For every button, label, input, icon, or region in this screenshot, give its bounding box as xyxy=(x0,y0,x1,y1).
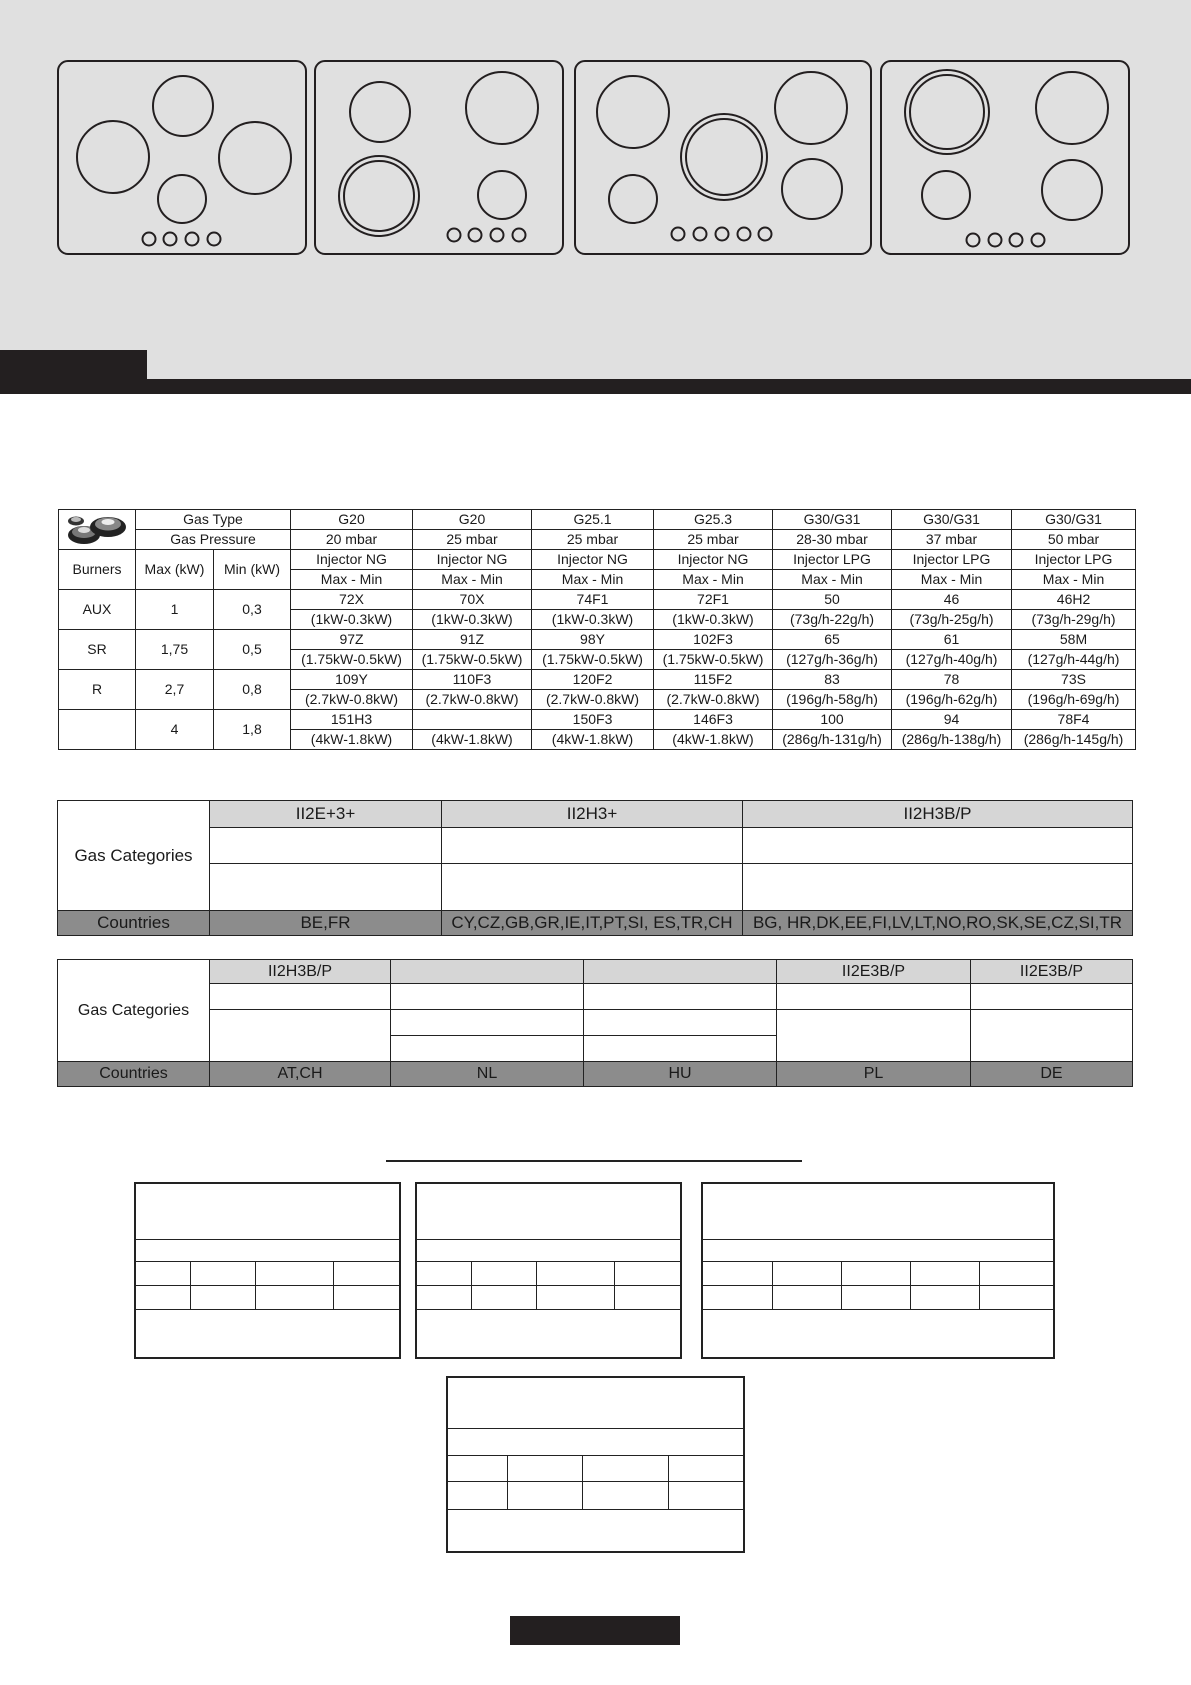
injector-code: 46 xyxy=(892,590,1012,610)
injector-code: 150F3 xyxy=(532,710,654,730)
burner-name: SR xyxy=(59,630,136,670)
power-range: (4kW-1.8kW) xyxy=(291,730,413,750)
injector-code: 97Z xyxy=(291,630,413,650)
injector-code: 94 xyxy=(892,710,1012,730)
burner-row xyxy=(59,710,1136,730)
page-number-block xyxy=(510,1616,680,1645)
gas-type: G20 xyxy=(291,510,413,530)
burner-row xyxy=(59,630,1136,650)
range-label: Max - Min xyxy=(413,570,532,590)
blank-cell xyxy=(391,1010,584,1036)
gas-pressure-label: Gas Pressure xyxy=(136,530,291,550)
injector-table xyxy=(58,509,1135,750)
countries-list: AT,CH xyxy=(210,1062,391,1087)
gas-pressure: 28-30 mbar xyxy=(773,530,892,550)
hob-layout-4 xyxy=(881,61,1129,254)
gas-pressure: 20 mbar xyxy=(291,530,413,550)
power-range: (1.75kW-0.5kW) xyxy=(413,650,532,670)
blank-cell xyxy=(971,1010,1133,1062)
injector-type: Injector LPG xyxy=(892,550,1012,570)
power-range: (4kW-1.8kW) xyxy=(532,730,654,750)
gas-category xyxy=(584,960,777,984)
power-range: (286g/h-138g/h) xyxy=(892,730,1012,750)
burner-min-kw: 0,8 xyxy=(214,670,291,710)
injector-code: 151H3 xyxy=(291,710,413,730)
range-label: Max - Min xyxy=(773,570,892,590)
power-range: (286g/h-131g/h) xyxy=(773,730,892,750)
injector-code: 100 xyxy=(773,710,892,730)
hob-layout-2 xyxy=(315,61,563,254)
blank-cell xyxy=(584,1036,777,1062)
gas-burner-icon xyxy=(64,513,130,547)
blank-cell xyxy=(210,1010,391,1062)
gas-category xyxy=(391,960,584,984)
gas-categories-table-1 xyxy=(57,800,1132,936)
hob-illustration-band xyxy=(0,0,1191,380)
section-divider-bar xyxy=(0,379,1191,394)
rating-plate-1 xyxy=(134,1182,401,1359)
max-kw-label: Max (kW) xyxy=(136,550,214,590)
power-range: (1kW-0.3kW) xyxy=(291,610,413,630)
power-range: (286g/h-145g/h) xyxy=(1012,730,1136,750)
injector-code: 109Y xyxy=(291,670,413,690)
blank-cell xyxy=(743,828,1133,864)
blank-cell xyxy=(777,984,971,1010)
blank-cell xyxy=(391,1036,584,1062)
injector-code: 110F3 xyxy=(413,670,532,690)
injector-code: 73S xyxy=(1012,670,1136,690)
burner-max-kw: 1 xyxy=(136,590,214,630)
gas-category: II2H3B/P xyxy=(743,801,1133,828)
countries-label: Countries xyxy=(58,1062,210,1087)
burners-label: Burners xyxy=(59,550,136,590)
injector-code: 61 xyxy=(892,630,1012,650)
injector-code: 58M xyxy=(1012,630,1136,650)
gas-categories-label: Gas Categories xyxy=(58,801,210,911)
gas-categories-table-2 xyxy=(57,959,1132,1087)
range-label: Max - Min xyxy=(654,570,773,590)
injector-type: Injector NG xyxy=(654,550,773,570)
gas-pressure: 50 mbar xyxy=(1012,530,1136,550)
burner-row xyxy=(59,590,1136,610)
injector-code: 83 xyxy=(773,670,892,690)
gas-pressure: 25 mbar xyxy=(654,530,773,550)
power-range: (2.7kW-0.8kW) xyxy=(654,690,773,710)
power-range: (2.7kW-0.8kW) xyxy=(291,690,413,710)
rating-plate-2 xyxy=(415,1182,682,1359)
power-range: (127g/h-44g/h) xyxy=(1012,650,1136,670)
injector-code: 50 xyxy=(773,590,892,610)
injector-code: 120F2 xyxy=(532,670,654,690)
power-range: (2.7kW-0.8kW) xyxy=(532,690,654,710)
gas-type: G20 xyxy=(413,510,532,530)
gas-type: G25.1 xyxy=(532,510,654,530)
burner-min-kw: 0,5 xyxy=(214,630,291,670)
power-range: (1.75kW-0.5kW) xyxy=(532,650,654,670)
injector-type: Injector NG xyxy=(532,550,654,570)
range-label: Max - Min xyxy=(291,570,413,590)
gas-categories-label: Gas Categories xyxy=(58,960,210,1062)
power-range: (1.75kW-0.5kW) xyxy=(291,650,413,670)
burner-name xyxy=(59,710,136,750)
burner-name: AUX xyxy=(59,590,136,630)
rating-plate-3 xyxy=(701,1182,1055,1359)
gas-category: II2H3B/P xyxy=(210,960,391,984)
gas-category: II2H3+ xyxy=(442,801,743,828)
gas-pressure: 37 mbar xyxy=(892,530,1012,550)
burner-rows xyxy=(59,590,1136,750)
gas-category: II2E3B/P xyxy=(971,960,1133,984)
injector-code: 78 xyxy=(892,670,1012,690)
burner-max-kw: 2,7 xyxy=(136,670,214,710)
power-range: (196g/h-62g/h) xyxy=(892,690,1012,710)
countries-label: Countries xyxy=(58,911,210,936)
burner-min-kw: 0,3 xyxy=(214,590,291,630)
power-range: (1.75kW-0.5kW) xyxy=(654,650,773,670)
power-range: (196g/h-69g/h) xyxy=(1012,690,1136,710)
countries-list: CY,CZ,GB,GR,IE,IT,PT,SI, ES,TR,CH xyxy=(442,911,743,936)
injector-code: 72F1 xyxy=(654,590,773,610)
blank-cell xyxy=(584,1010,777,1036)
gas-type: G30/G31 xyxy=(773,510,892,530)
injector-code: 74F1 xyxy=(532,590,654,610)
rating-plate-heading-rule xyxy=(386,1160,802,1162)
power-range: (196g/h-58g/h) xyxy=(773,690,892,710)
injector-code: 72X xyxy=(291,590,413,610)
injector-code: 115F2 xyxy=(654,670,773,690)
hob-layout-1 xyxy=(58,61,306,254)
hob-layouts-illustration xyxy=(0,0,1191,380)
blank-cell xyxy=(210,864,442,911)
blank-cell xyxy=(442,828,743,864)
injector-code: 65 xyxy=(773,630,892,650)
power-range: (73g/h-29g/h) xyxy=(1012,610,1136,630)
gas-type: G25.3 xyxy=(654,510,773,530)
countries-list: PL xyxy=(777,1062,971,1087)
power-range: (127g/h-40g/h) xyxy=(892,650,1012,670)
gas-category: II2E3B/P xyxy=(777,960,971,984)
blank-cell xyxy=(210,984,391,1010)
countries-list: BE,FR xyxy=(210,911,442,936)
power-range: (73g/h-25g/h) xyxy=(892,610,1012,630)
power-range: (4kW-1.8kW) xyxy=(413,730,532,750)
injector-code: 46H2 xyxy=(1012,590,1136,610)
range-label: Max - Min xyxy=(892,570,1012,590)
blank-cell xyxy=(777,1010,971,1062)
injector-code: 102F3 xyxy=(654,630,773,650)
injector-type: Injector NG xyxy=(291,550,413,570)
countries-list: BG, HR,DK,EE,FI,LV,LT,NO,RO,SK,SE,CZ,SI,TR xyxy=(743,911,1133,936)
power-range: (127g/h-36g/h) xyxy=(773,650,892,670)
injector-code: 70X xyxy=(413,590,532,610)
blank-cell xyxy=(743,864,1133,911)
injector-code: 98Y xyxy=(532,630,654,650)
gas-pressure: 25 mbar xyxy=(532,530,654,550)
hob-layout-3 xyxy=(575,61,871,254)
injector-type: Injector LPG xyxy=(1012,550,1136,570)
burner-name: R xyxy=(59,670,136,710)
gas-type: G30/G31 xyxy=(1012,510,1136,530)
blank-cell xyxy=(442,864,743,911)
burner-logo-cell xyxy=(59,510,136,550)
range-label: Max - Min xyxy=(1012,570,1136,590)
power-range: (1kW-0.3kW) xyxy=(532,610,654,630)
power-range: (1kW-0.3kW) xyxy=(654,610,773,630)
power-range: (4kW-1.8kW) xyxy=(654,730,773,750)
burner-min-kw: 1,8 xyxy=(214,710,291,750)
burner-max-kw: 4 xyxy=(136,710,214,750)
burner-max-kw: 1,75 xyxy=(136,630,214,670)
range-label: Max - Min xyxy=(532,570,654,590)
power-range: (1kW-0.3kW) xyxy=(413,610,532,630)
gas-category: II2E+3+ xyxy=(210,801,442,828)
injector-type: Injector NG xyxy=(413,550,532,570)
power-range: (2.7kW-0.8kW) xyxy=(413,690,532,710)
blank-cell xyxy=(971,984,1133,1010)
gas-pressure: 25 mbar xyxy=(413,530,532,550)
burner-row xyxy=(59,670,1136,690)
countries-list: DE xyxy=(971,1062,1133,1087)
blank-cell xyxy=(210,828,442,864)
rating-plate-4 xyxy=(446,1376,745,1553)
gas-type-label: Gas Type xyxy=(136,510,291,530)
countries-list: HU xyxy=(584,1062,777,1087)
power-range: (73g/h-22g/h) xyxy=(773,610,892,630)
gas-type: G30/G31 xyxy=(892,510,1012,530)
blank-cell xyxy=(584,984,777,1010)
injector-code: 91Z xyxy=(413,630,532,650)
blank-cell xyxy=(391,984,584,1010)
injector-type: Injector LPG xyxy=(773,550,892,570)
injector-code: 146F3 xyxy=(654,710,773,730)
injector-code xyxy=(413,710,532,730)
countries-list: NL xyxy=(391,1062,584,1087)
min-kw-label: Min (kW) xyxy=(214,550,291,590)
injector-code: 78F4 xyxy=(1012,710,1136,730)
